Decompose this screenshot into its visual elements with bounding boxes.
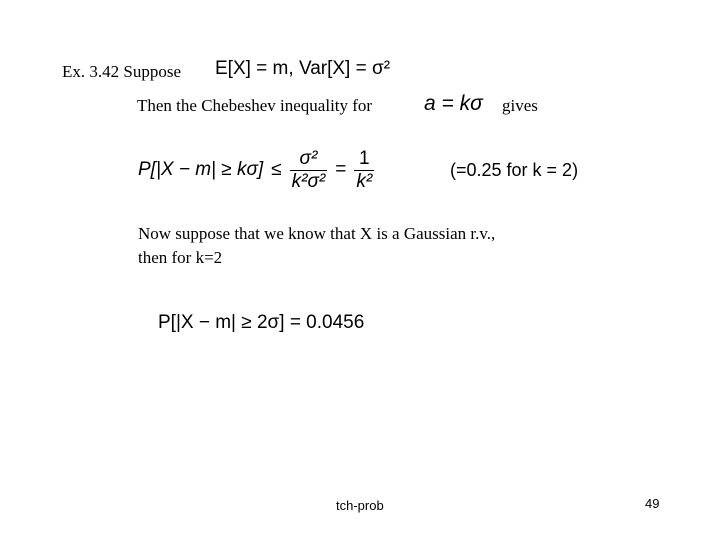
equals-sign: = bbox=[335, 159, 347, 180]
leq-sign: ≤ bbox=[271, 159, 282, 180]
one-over-k-squared bbox=[354, 148, 374, 193]
formula-text: E[X] = m, Var[X] = σ² bbox=[215, 58, 391, 79]
page-number: 49 bbox=[645, 496, 660, 511]
chebyshev-lhs: P[|X − m| ≥ kσ] bbox=[138, 159, 264, 180]
sigma-fraction-numerator: σ² bbox=[299, 147, 318, 169]
a-equals-k-sigma: a = kσ bbox=[424, 92, 483, 115]
sigma-fraction bbox=[290, 148, 328, 193]
example-heading: Ex. 3.42 Suppose bbox=[62, 62, 181, 81]
sigma-fraction-denominator: k²σ² bbox=[291, 170, 326, 192]
fraction-numerator: 1 bbox=[359, 147, 370, 169]
chebyshev-inequality bbox=[138, 145, 374, 195]
fraction-denominator: k² bbox=[356, 170, 373, 192]
k-equals-2-note: (=0.25 for k = 2) bbox=[450, 160, 579, 180]
chebyshev-intro: Then the Chebeshev inequality for bbox=[137, 96, 373, 115]
expectation-variance-formula bbox=[215, 58, 390, 80]
gaussian-probability-equation: P[|X − m| ≥ 2σ] = 0.0456 bbox=[158, 312, 365, 333]
footer-label: tch-prob bbox=[336, 498, 384, 513]
gives-word: gives bbox=[502, 96, 538, 115]
gaussian-sentence-line2: then for k=2 bbox=[138, 248, 223, 267]
gaussian-sentence-line1: Now suppose that we know that X is a Gaussian r.v., bbox=[138, 224, 496, 243]
